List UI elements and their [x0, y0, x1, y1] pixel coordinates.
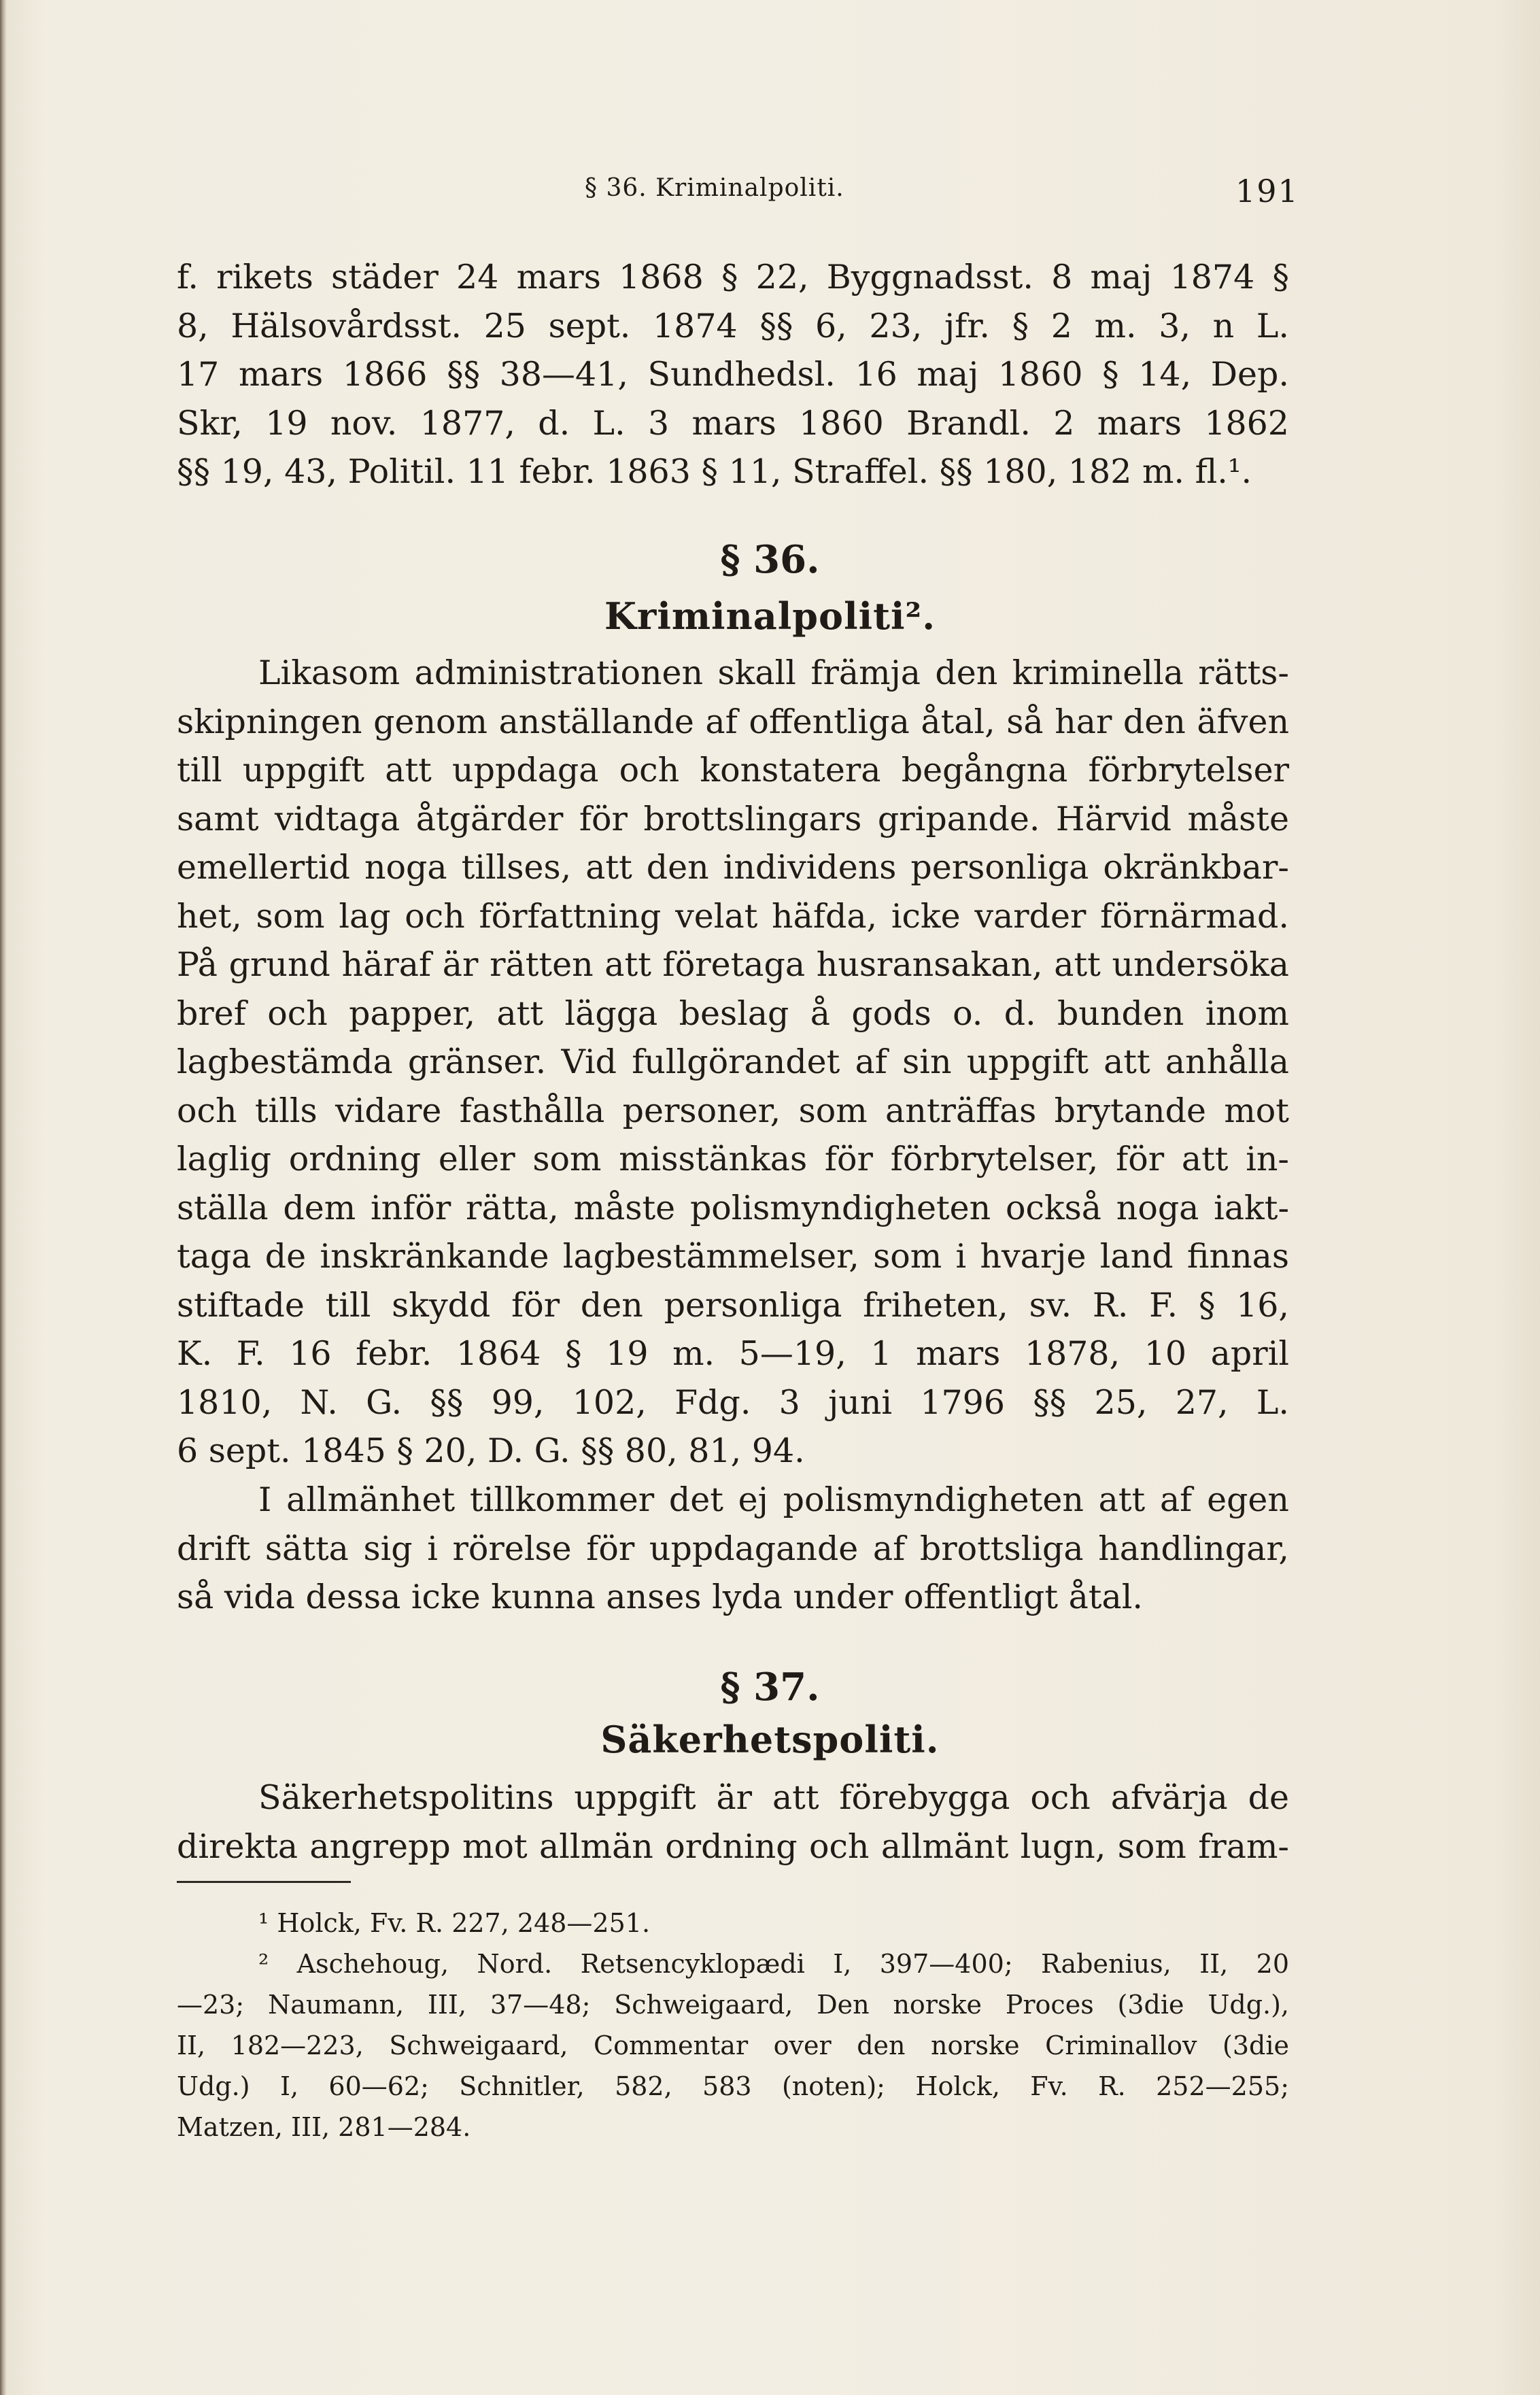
footnote-2-line: —23; Naumann, III, 37—48; Schweigaard, Den norske Proces (3die Udg.), [177, 1990, 1289, 2020]
text-line: taga de inskränkande lagbestämmelser, som i hvarje land finnas [177, 1237, 1289, 1276]
section-37-title: Säkerhetspoliti. [600, 1718, 940, 1761]
text-line: Säkerhetspolitins uppgift är att förebygga och afvärja de [258, 1778, 1289, 1817]
text-line: drift sätta sig i rörelse för uppdagande af brottsliga handlingar, [177, 1529, 1289, 1568]
page-number: 191 [1235, 173, 1299, 209]
text-line: I allmänhet tillkommer det ej polismyndigheten att af egen [258, 1480, 1289, 1519]
footnote-2-line: ² Aschehoug, Nord. Retsencyklopædi I, 397—400; Rabenius, II, 20 [258, 1949, 1289, 1979]
section-37-number: § 37. [720, 1665, 820, 1710]
text-line: stiftade till skydd för den personliga friheten, sv. R. F. § 16, [177, 1285, 1289, 1325]
section-37-paragraph-1 [177, 1773, 1289, 1871]
text-line: ställa dem inför rätta, måste polismyndigheten också noga iakt- [177, 1188, 1289, 1227]
text-line: skipningen genom anställande af offentliga åtal, så har den äfven [177, 702, 1289, 741]
text-line: lagbestämda gränser. Vid fullgörandet af sin uppgift att anhålla [177, 1042, 1289, 1081]
text-line: direkta angrepp mot allmän ordning och allmänt lugn, som fram- [177, 1827, 1289, 1866]
text-line: och tills vidare fasthålla personer, som anträffas brytande mot [177, 1091, 1289, 1130]
text-line: 6 sept. 1845 § 20, D. G. §§ 80, 81, 94. [177, 1431, 805, 1470]
text-line: så vida dessa icke kunna anses lyda under offentligt åtal. [177, 1578, 1143, 1616]
text-line: Likasom administrationen skall främja den kriminella rätts- [258, 653, 1289, 692]
page-edge-shadow [0, 0, 7, 2395]
text-line: samt vidtaga åtgärder för brottslingars gripande. Härvid måste [177, 799, 1289, 838]
footnote-2-line: Matzen, III, 281—284. [177, 2112, 471, 2142]
section-36-paragraph-2 [177, 1476, 1289, 1622]
footnotes [177, 1903, 1289, 2147]
footnote-2-line: II, 182—223, Schweigaard, Commentar over den norske Criminallov (3die [177, 2031, 1289, 2060]
text-line: §§ 19, 43, Politil. 11 febr. 1863 § 11, Straffel. §§ 180, 182 m. fl.¹. [177, 452, 1252, 491]
section-36-paragraph-1 [177, 649, 1289, 1476]
text-line: 17 mars 1866 §§ 38—41, Sundhedsl. 16 maj 1860 § 14, Dep. [177, 355, 1289, 394]
text-line: het, som lag och författning velat häfda, icke varder förnärmad. [177, 896, 1289, 936]
text-line: Skr, 19 nov. 1877, d. L. 3 mars 1860 Brandl. 2 mars 1862 [177, 403, 1289, 443]
section-36-number: § 36. [720, 537, 820, 582]
footnote-2-line: Udg.) I, 60—62; Schnitler, 582, 583 (noten); Holck, Fv. R. 252—255; [177, 2071, 1289, 2101]
text-line: 1810, N. G. §§ 99, 102, Fdg. 3 juni 1796 §§ 25, 27, L. [177, 1382, 1289, 1422]
footnote-separator [177, 1881, 351, 1883]
running-head: § 36. Kriminalpoliti. [585, 174, 844, 202]
text-line: K. F. 16 febr. 1864 § 19 m. 5—19, 1 mars 1878, 10 april [177, 1334, 1289, 1373]
text-line: laglig ordning eller som misstänkas för förbrytelser, för att in- [177, 1140, 1289, 1178]
text-line: På grund häraf är rätten att företaga husransakan, att undersöka [177, 945, 1289, 984]
text-line: 8, Hälsovårdsst. 25 sept. 1874 §§ 6, 23, jfr. § 2 m. 3, n L. [177, 306, 1289, 345]
continuation-paragraph [177, 253, 1289, 496]
text-line: bref och papper, att lägga beslag å gods o. d. bunden inom [177, 993, 1289, 1033]
text-line: emellertid noga tillses, att den individens personliga okränkbar- [177, 848, 1289, 887]
text-line: f. rikets städer 24 mars 1868 § 22, Byggnadsst. 8 maj 1874 § [177, 258, 1289, 296]
page-header [0, 174, 1540, 215]
footnote-1: ¹ Holck, Fv. R. 227, 248—251. [258, 1908, 651, 1938]
text-line: till uppgift att uppdaga och konstatera begångna förbrytelser [177, 751, 1289, 789]
section-36-title: Kriminalpoliti². [604, 594, 936, 638]
